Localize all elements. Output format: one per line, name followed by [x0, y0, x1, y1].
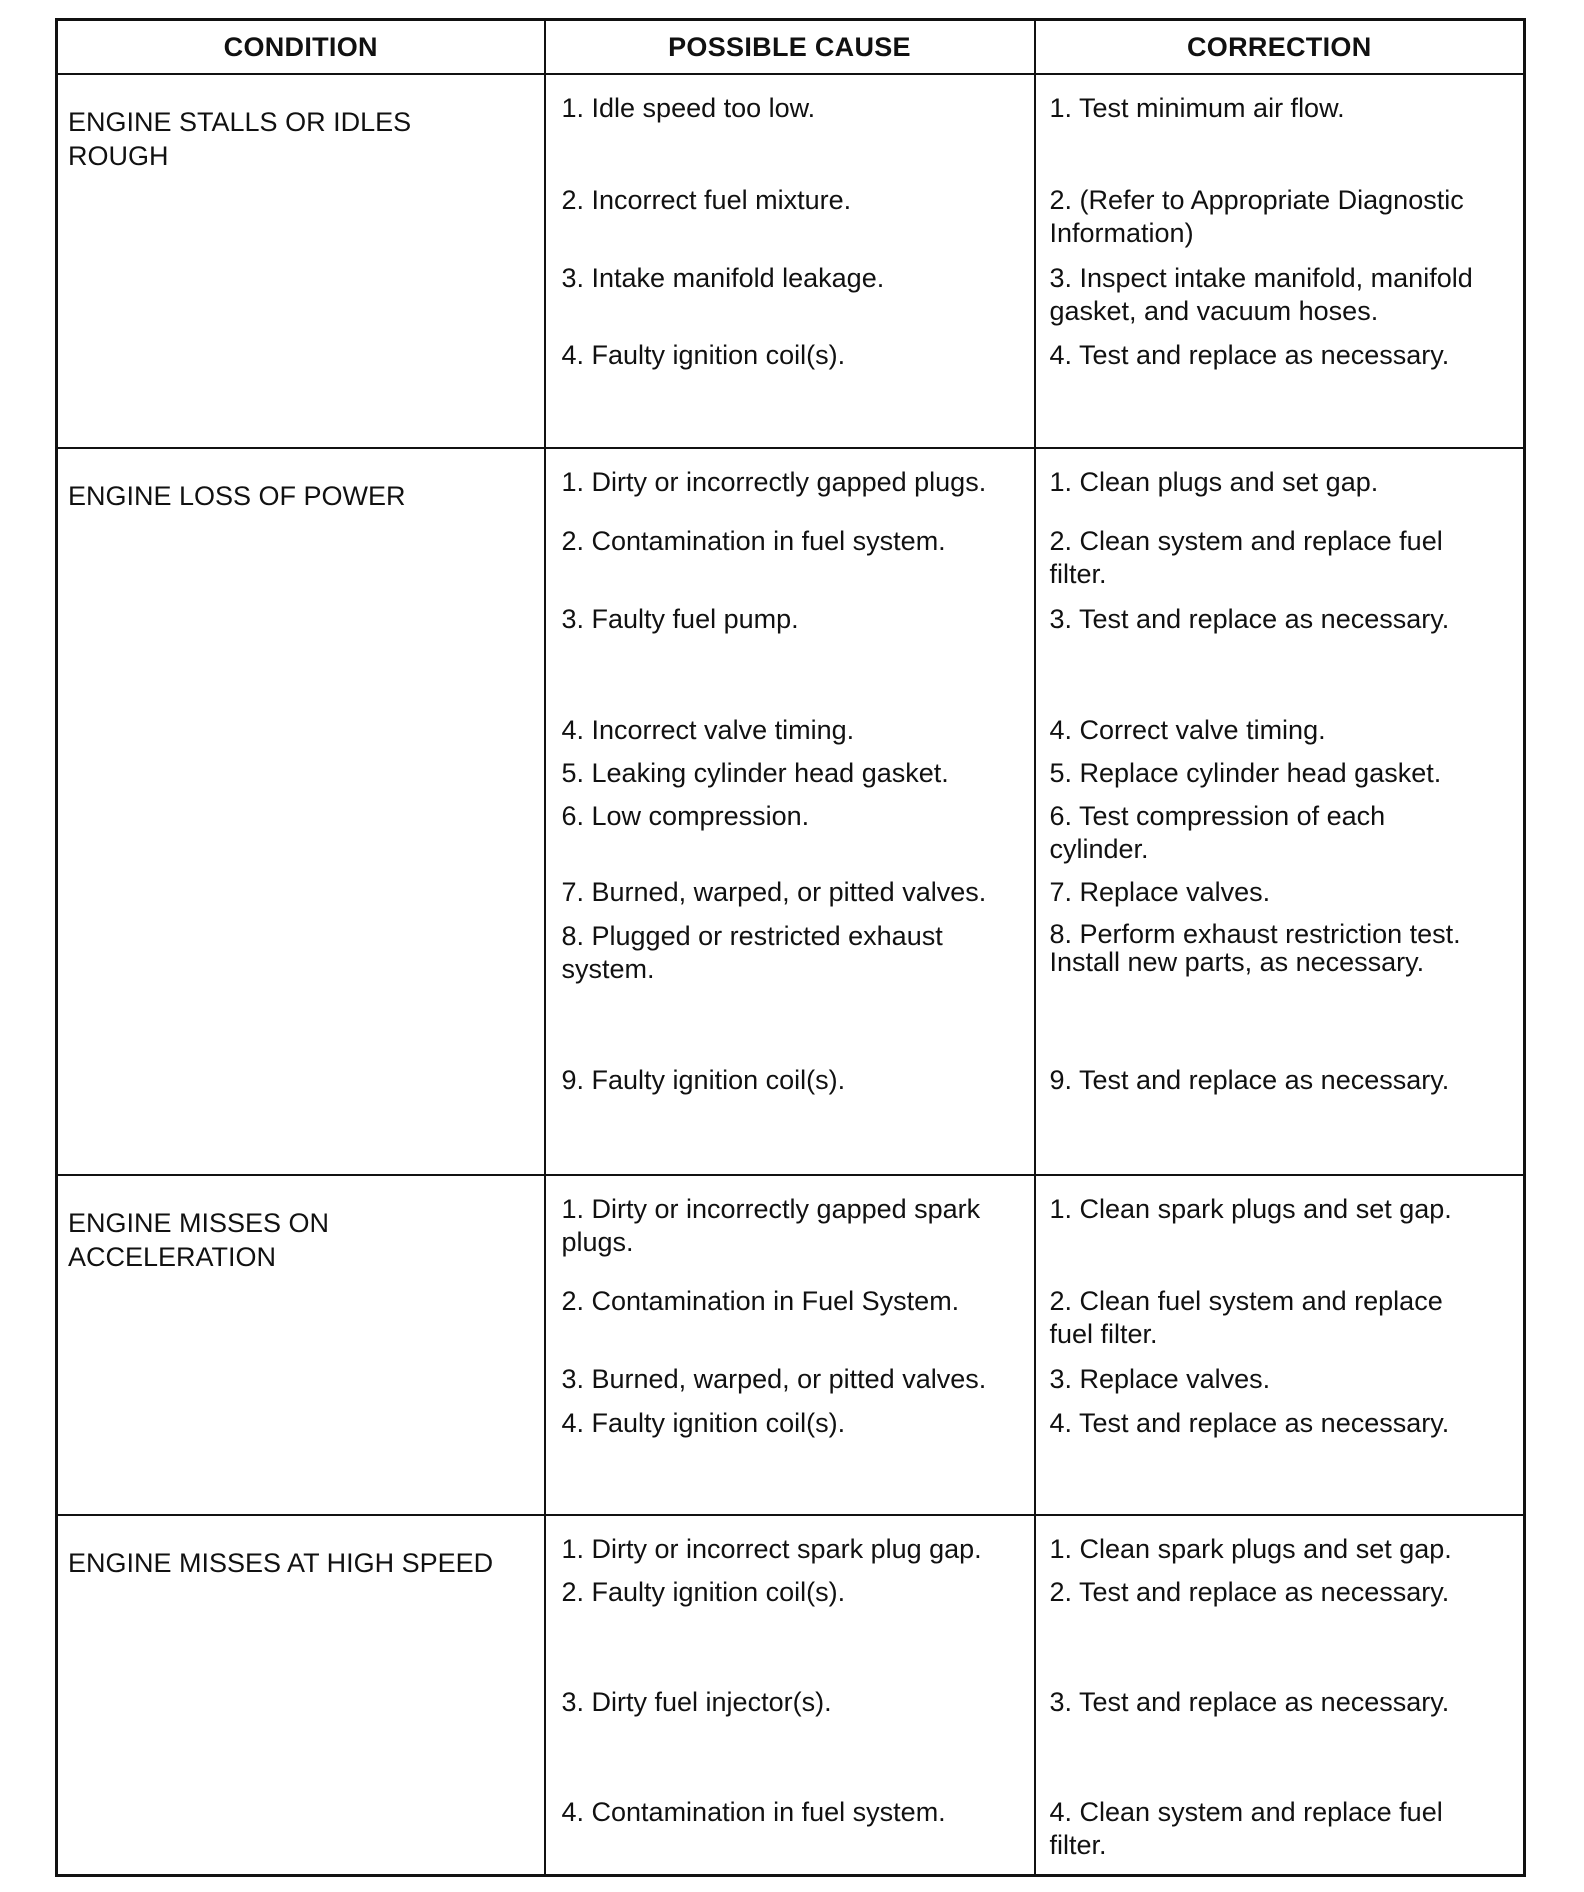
table-row — [57, 448, 1525, 1175]
cause-item: 2. Incorrect fuel mixture. — [561, 185, 852, 215]
correction-item: 6. Test compression of each cylinder. — [1049, 801, 1386, 864]
correction-item: 2. Clean fuel system and replace fuel filter. — [1049, 1286, 1443, 1349]
header-row — [57, 20, 1525, 75]
cause-item: 7. Burned, warped, or pitted valves. — [561, 877, 987, 907]
cause-item: 6. Low compression. — [561, 801, 810, 831]
cause-item: 4. Contamination in fuel system. — [561, 1797, 946, 1827]
cause-item: 1. Dirty or incorrectly gapped spark plugs. — [561, 1194, 981, 1257]
correction-item: 9. Test and replace as necessary. — [1049, 1065, 1450, 1095]
condition-cell: ENGINE MISSES ON ACCELERATION — [57, 1175, 545, 1515]
header-possible-cause: POSSIBLE CAUSE — [545, 20, 1035, 75]
table-row — [57, 1175, 1525, 1515]
correction-item: 4. Clean system and replace fuel filter. — [1049, 1797, 1443, 1860]
correction-item: 7. Replace valves. — [1049, 877, 1271, 907]
condition-cell: ENGINE STALLS OR IDLES ROUGH — [57, 74, 545, 448]
cause-item: 1. Dirty or incorrect spark plug gap. — [561, 1534, 982, 1564]
condition-cell: ENGINE MISSES AT HIGH SPEED — [57, 1515, 545, 1875]
cause-item: 9. Faulty ignition coil(s). — [561, 1065, 846, 1095]
cause-item: 4. Faulty ignition coil(s). — [561, 340, 846, 370]
table-row — [57, 1515, 1525, 1875]
cause-cell — [545, 1515, 1035, 1875]
cause-cell — [545, 1175, 1035, 1515]
header-correction: CORRECTION — [1035, 20, 1525, 75]
cause-cell — [545, 74, 1035, 448]
correction-item: 2. (Refer to Appropriate Diagnostic Information) — [1049, 185, 1464, 248]
correction-item: 3. Test and replace as necessary. — [1049, 604, 1450, 634]
cause-item: 8. Plugged or restricted exhaust system. — [561, 921, 943, 984]
cause-item: 5. Leaking cylinder head gasket. — [561, 758, 949, 788]
correction-item: 2. Clean system and replace fuel filter. — [1049, 526, 1443, 589]
correction-item: 4. Correct valve timing. — [1049, 715, 1326, 745]
cause-item: 3. Dirty fuel injector(s). — [561, 1687, 832, 1717]
cause-item: 2. Contamination in fuel system. — [561, 526, 946, 556]
correction-item: 4. Test and replace as necessary. — [1049, 340, 1450, 370]
correction-item: 5. Replace cylinder head gasket. — [1049, 758, 1442, 788]
cause-item: 2. Contamination in Fuel System. — [561, 1286, 960, 1316]
correction-item: 1. Test minimum air flow. — [1049, 93, 1345, 123]
correction-item: 2. Test and replace as necessary. — [1049, 1577, 1450, 1607]
correction-item: 4. Test and replace as necessary. — [1049, 1408, 1450, 1438]
cause-item: 2. Faulty ignition coil(s). — [561, 1577, 846, 1607]
condition-cell: ENGINE LOSS OF POWER — [57, 448, 545, 1175]
cause-item: 4. Incorrect valve timing. — [561, 715, 855, 745]
cause-item: 3. Burned, warped, or pitted valves. — [561, 1364, 987, 1394]
cause-cell — [545, 448, 1035, 1175]
correction-item: 1. Clean plugs and set gap. — [1049, 467, 1379, 497]
correction-item: 1. Clean spark plugs and set gap. — [1049, 1194, 1452, 1224]
correction-item: 3. Replace valves. — [1049, 1364, 1271, 1394]
header-condition: CONDITION — [57, 20, 545, 75]
correction-cell — [1035, 448, 1525, 1175]
table-row — [57, 74, 1525, 448]
cause-item: 1. Dirty or incorrectly gapped plugs. — [561, 467, 987, 497]
correction-cell — [1035, 1175, 1525, 1515]
cause-item: 1. Idle speed too low. — [561, 93, 816, 123]
correction-cell — [1035, 74, 1525, 448]
correction-cell — [1035, 1515, 1525, 1875]
cause-item: 4. Faulty ignition coil(s). — [561, 1408, 846, 1438]
correction-item: 3. Test and replace as necessary. — [1049, 1687, 1450, 1717]
correction-item: 3. Inspect intake manifold, manifold gasket, and vacuum hoses. — [1049, 263, 1473, 326]
correction-item: 1. Clean spark plugs and set gap. — [1049, 1534, 1452, 1564]
cause-item: 3. Faulty fuel pump. — [561, 604, 799, 634]
cause-item: 3. Intake manifold leakage. — [561, 263, 885, 293]
correction-item: 8. Perform exhaust restriction test. Install new parts, as necessary. — [1049, 919, 1461, 977]
diagnosis-table — [55, 18, 1526, 1877]
